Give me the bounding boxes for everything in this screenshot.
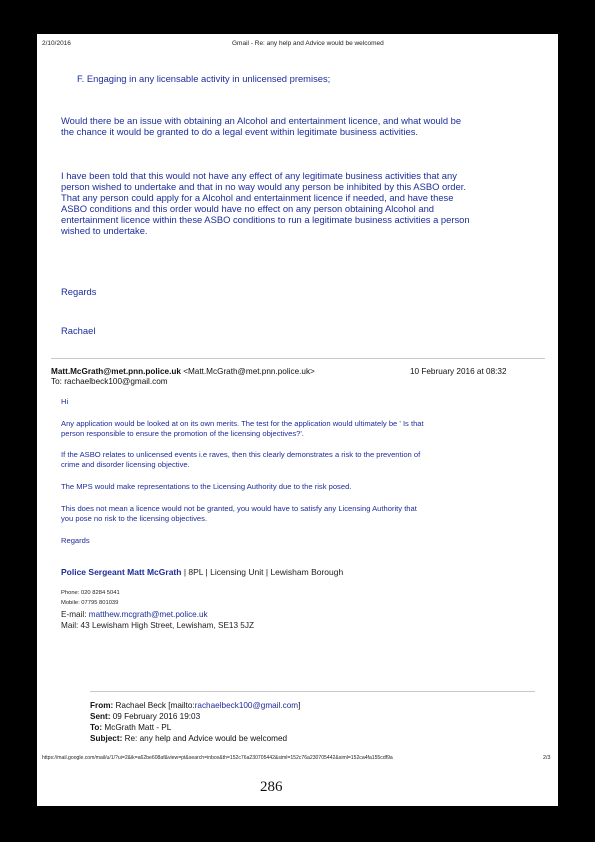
para1-line2: the chance it would be granted to do a legal event within legitimate business activities. xyxy=(61,126,418,137)
email-link[interactable]: matthew.mcgrath@met.police.uk xyxy=(88,610,208,619)
p2-line1: If the ASBO relates to unlicensed events i.e raves, then this clearly demonstrates a risk to the prevention of xyxy=(61,450,421,459)
item-f: F. Engaging in any licensable activity in unlicensed premises; xyxy=(77,73,331,84)
para2-line5: entertainment licence within these ASBO conditions to run a legitimate business activities a person xyxy=(61,214,470,225)
p3: The MPS would make representations to the Licensing Authority due to the risk posed. xyxy=(61,482,352,491)
message-divider xyxy=(51,358,545,359)
para2-line6: wished to undertake. xyxy=(61,225,148,236)
from-address: Matt.McGrath@met.pnn.police.uk xyxy=(51,367,181,376)
greeting: Hi xyxy=(61,397,69,406)
print-url: https://mail.google.com/mail/u/1/?ui=2&ik=a62be608af&view=pt&search=inbox&th=152c76a230705442&siml=152c76a230705442&siml=152ca4fa155cdf9a xyxy=(42,755,393,761)
para2-line2: person wished to undertake and that in no way would any person be inhibited by this ASBO order. xyxy=(61,181,466,192)
quoted-to xyxy=(90,723,171,732)
quoted-subject xyxy=(90,734,287,743)
print-date: 2/10/2016 xyxy=(42,40,71,47)
quoted-to-value: McGrath Matt - PL xyxy=(102,723,172,732)
quoted-subject-label: Subject: xyxy=(90,734,123,743)
quoted-subject-value: Re: any help and Advice would be welcomed xyxy=(122,734,288,743)
signature-mail: Mail: 43 Lewisham High Street, Lewisham, SE13 5JZ xyxy=(61,621,254,630)
quoted-sent xyxy=(90,712,200,721)
quoted-from-name: Rachael Beck [mailto: xyxy=(113,701,195,710)
signature-mobile: Mobile: 07795 801039 xyxy=(61,600,119,606)
quoted-to-label: To: xyxy=(90,723,103,732)
quoted-from-label: From: xyxy=(90,701,114,710)
para1-line1: Would there be an issue with obtaining an Alcohol and entertainment licence, and what would be xyxy=(61,115,462,126)
p2-line2: crime and disorder licensing objective. xyxy=(61,460,190,469)
message-to: To: rachaelbeck100@gmail.com xyxy=(51,377,168,386)
signature-name: Police Sergeant Matt McGrath xyxy=(61,567,182,577)
print-page: 2/3 xyxy=(543,755,551,761)
para2-line4: ASBO conditions and this order would have no effect on any person obtaining Alcohol and xyxy=(61,203,434,214)
email-label: E-mail: xyxy=(61,610,89,619)
quote-divider xyxy=(90,691,535,692)
quoted-from-close: ] xyxy=(298,701,301,710)
sender-name-1: Rachael xyxy=(61,325,96,336)
p4-line1: This does not mean a licence would not be granted, you would have to satisfy any Licensing Authority that xyxy=(61,504,417,513)
p4-line2: you pose no risk to the licensing objectives. xyxy=(61,514,208,523)
print-title: Gmail - Re: any help and Advice would be welcomed xyxy=(232,40,384,47)
signature-email xyxy=(61,610,208,619)
quoted-sent-label: Sent: xyxy=(90,712,111,721)
regards-1: Regards xyxy=(61,286,97,297)
signature-line xyxy=(61,567,343,577)
para2-line1: I have been told that this would not have any effect of any legitimate business activities that any xyxy=(61,170,457,181)
message-from xyxy=(51,367,315,376)
document-page xyxy=(37,34,558,806)
para2-line3: That any person could apply for a Alcohol and entertainment licence if needed, and have these xyxy=(61,192,454,203)
page-number: 286 xyxy=(260,779,283,795)
regards-2: Regards xyxy=(61,536,90,545)
signature-unit: | 8PL | Licensing Unit | Lewisham Borough xyxy=(181,567,344,577)
quoted-from-email[interactable]: rachaelbeck100@gmail.com xyxy=(194,701,299,710)
p1-line2: person responsible to ensure the promotion of the licensing objectives?'. xyxy=(61,429,304,438)
signature-phone: Phone: 020 8284 5041 xyxy=(61,590,120,596)
quoted-from xyxy=(90,701,300,710)
p1-line1: Any application would be looked at on its own merits. The test for the application would ultimately be ' Is that xyxy=(61,419,424,428)
message-date: 10 February 2016 at 08:32 xyxy=(410,367,507,376)
from-full: <Matt.McGrath@met.pnn.police.uk> xyxy=(183,367,315,376)
quoted-sent-value: 09 February 2016 19:03 xyxy=(110,712,201,721)
